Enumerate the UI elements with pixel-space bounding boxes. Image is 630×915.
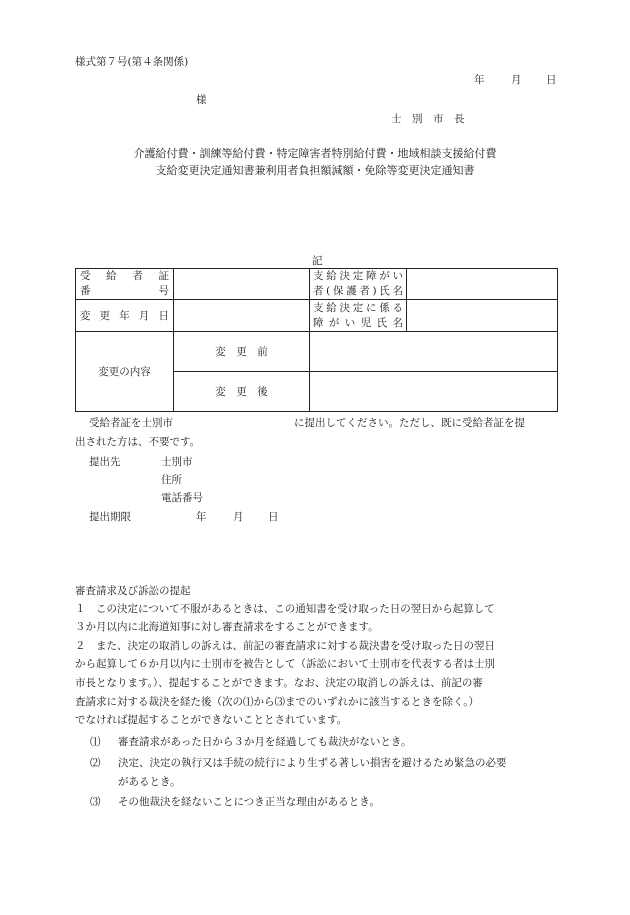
date-day-label: 日: [546, 74, 557, 86]
recipient-cert-label: 受給者証 番号: [76, 269, 174, 300]
recipient-cert-value: [174, 269, 310, 300]
guardian-name-value: [407, 269, 558, 300]
appeal-p2-line5: でなければ提起することができないこととされています。: [75, 714, 348, 726]
appeal-item-1-number: ⑴: [90, 736, 101, 748]
appeal-p2-line1: ２ また、決定の取消しの訴えは、前記の審査請求に対する裁決書を受け取った日の翌日: [75, 640, 495, 652]
submission-notice-b: に提出してください。ただし、既に受給者証を提: [294, 417, 525, 429]
notice-table: [75, 268, 558, 412]
after-change-label: 変 更 後: [174, 372, 310, 412]
destination-address-label: 住所: [161, 474, 182, 486]
destination-city: 士別市: [161, 456, 193, 468]
change-date-label: 変更年月日: [76, 300, 174, 332]
appeal-item-3-number: ⑶: [90, 796, 101, 808]
appeal-item-1-text: 審査請求があった日から３か月を経過しても裁決がないとき。: [118, 736, 412, 748]
appeal-p1-line2: ３か月以内に北海道知事に対し審査請求をすることができます。: [75, 621, 379, 633]
change-content-label: 変更の内容: [76, 332, 174, 412]
document-title-line1: 介護給付費・訓練等給付費・特定障害者特別給付費・地域相談支援給付費: [133, 147, 497, 160]
appeal-p2-line4: 査請求に対する裁決を経た後（次の⑴から⑶までのいずれかに該当するときを除く。）: [75, 696, 480, 708]
submission-notice-a: 受給者証を士別市: [89, 417, 173, 429]
appeal-p2-line2: から起算して６か月以内に士別市を被告として（訴訟において士別市を代表する者は士別: [75, 658, 495, 670]
guardian-name-label: 支給決定障がい 者(保護者)氏名: [310, 269, 407, 300]
appeal-item-2-number: ⑵: [90, 757, 101, 769]
destination-label: 提出先: [89, 456, 121, 468]
form-number: 様式第７号(第４条関係): [75, 56, 189, 68]
appeal-p2-line3: 市長となります。）、提起することができます。なお、決定の取消しの訴えは、前記の審: [75, 677, 483, 689]
submission-notice-line2: 出された方は、不要です。: [75, 436, 201, 448]
appeal-item-2-text-line1: 決定、決定の執行又は手続の続行により生ずる著しい損害を避けるため緊急の必要: [118, 757, 507, 769]
appeal-heading: 審査請求及び訴訟の提起: [75, 585, 191, 597]
deadline-year-label: 年: [196, 511, 207, 523]
after-change-value: [310, 372, 558, 412]
child-name-value: [407, 300, 558, 332]
ki-mark: 記: [312, 255, 323, 267]
deadline-label: 提出期限: [89, 511, 131, 523]
date-year-label: 年: [474, 74, 485, 86]
deadline-month-label: 月: [233, 511, 244, 523]
before-change-label: 変 更 前: [174, 332, 310, 372]
document-title-line2: 支給変更決定通知書兼利用者負担額減額・免除等変更決定通知書: [155, 164, 475, 177]
appeal-item-3-text: その他裁決を経ないことにつき正当な理由があるとき。: [118, 796, 380, 808]
change-date-value: [174, 300, 310, 332]
addressee-suffix: 様: [196, 94, 207, 106]
date-month-label: 月: [511, 74, 522, 86]
appeal-item-2-text-line2: があるとき。: [118, 776, 181, 788]
destination-phone-label: 電話番号: [161, 492, 203, 504]
before-change-value: [310, 332, 558, 372]
deadline-day-label: 日: [268, 511, 279, 523]
appeal-p1-line1: １ この決定について不服があるときは、この通知書を受け取った日の翌日から起算して: [75, 603, 495, 615]
issuer-name: 士 別 市 長: [391, 113, 465, 125]
child-name-label: 支給決定に係る 障がい児氏名: [310, 300, 407, 332]
